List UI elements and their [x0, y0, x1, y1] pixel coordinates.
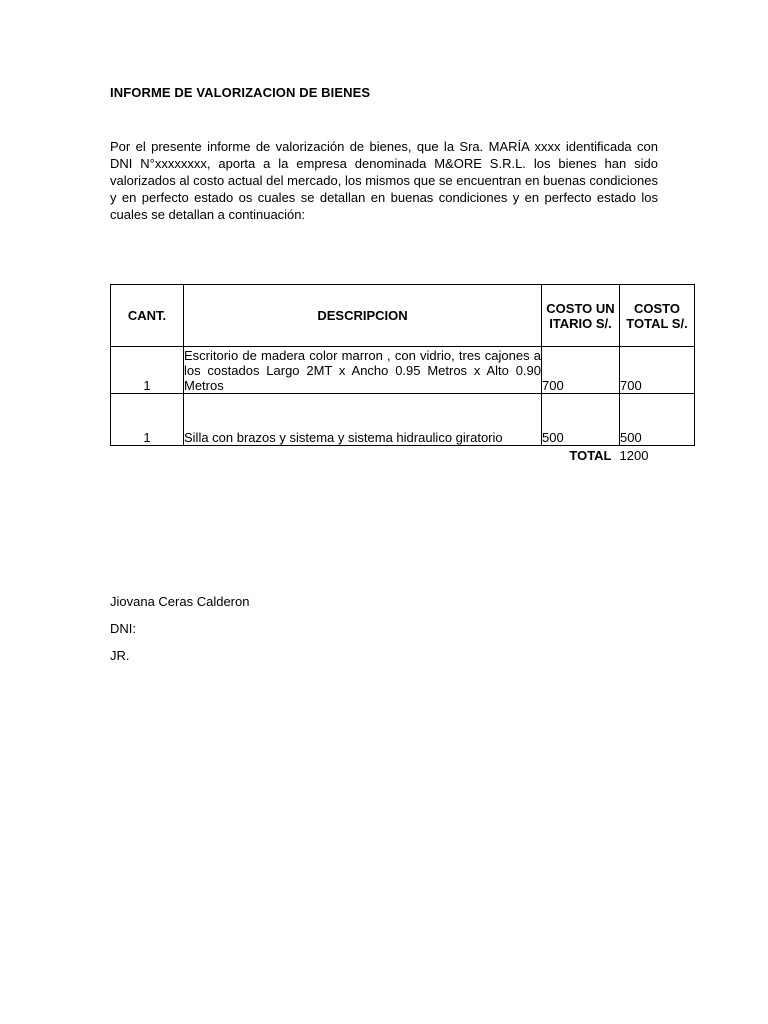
row-unit-cost: 500 — [542, 394, 620, 446]
header-unit-cost — [542, 285, 620, 347]
table-row — [111, 347, 695, 394]
address-label: JR. — [110, 648, 130, 663]
header-description: DESCRIPCION — [184, 285, 542, 347]
row-total-cost: 700 — [620, 347, 695, 394]
row-quantity: 1 — [111, 394, 184, 446]
goods-valuation-table — [110, 284, 695, 464]
table-header-row — [111, 285, 695, 347]
row-unit-cost: 700 — [542, 347, 620, 394]
dni-label: DNI: — [110, 621, 136, 636]
signatory-name: Jiovana Ceras Calderon — [110, 594, 250, 609]
header-unit-cost-label: COSTO UNITARIO S/. — [546, 300, 615, 331]
intro-paragraph: Por el presente informe de valorización de bienes, que la Sra. MARÍA xxxx identificada con DNI N°xxxxxxxx, aporta a la empresa denominada M&ORE S.R.L. los bienes han sido valorizados al costo actual del mercado, los mismos que se encuentran en buenas condiciones y en perfecto estado os cuales se detallan en buenas condiciones y en perfecto estado los cuales se detallan a continuación: — [110, 139, 658, 222]
row-description: Escritorio de madera color marron , con vidrio, tres cajones a los costados Largo 2MT x Ancho 0.95 Metros x Alto 0.90 Metros — [184, 348, 541, 393]
table-row — [111, 394, 695, 446]
row-description: Silla con brazos y sistema y sistema hidraulico giratorio — [184, 394, 542, 446]
row-quantity: 1 — [111, 347, 184, 394]
header-total-cost: COSTO TOTAL S/. — [620, 285, 695, 347]
header-quantity: CANT. — [111, 285, 184, 347]
row-total-cost: 500 — [620, 394, 695, 446]
document-title: INFORME DE VALORIZACION DE BIENES — [110, 85, 371, 100]
total-label: TOTAL — [569, 447, 612, 463]
total-row — [111, 446, 695, 465]
total-value: 1200 — [619, 447, 649, 463]
